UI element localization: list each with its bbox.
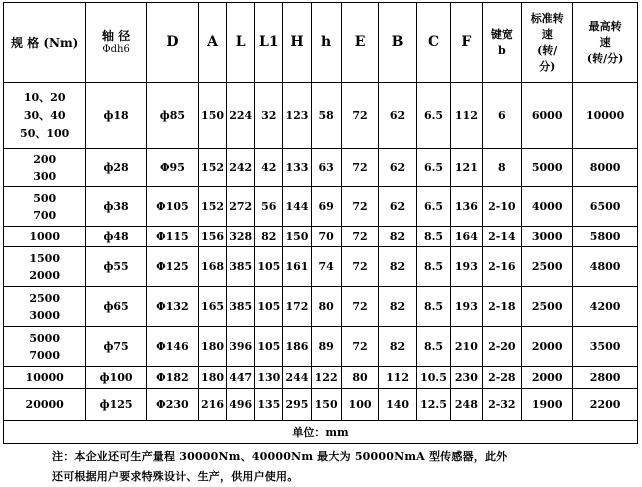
cell-spec	[4, 149, 86, 187]
cell-C: 8.5	[416, 247, 450, 287]
cell-max-speed: 5800	[573, 227, 638, 247]
cell-std-speed: 4000	[522, 187, 573, 227]
cell-E: 72	[341, 149, 379, 187]
cell-L: 242	[227, 149, 255, 187]
unit-label: 单位：mm	[4, 421, 638, 444]
header-max-speed-line3: (转/分)	[586, 51, 624, 65]
spec-table-body	[4, 83, 638, 421]
cell-L1: 130	[255, 367, 283, 389]
cell-C: 6.5	[416, 187, 450, 227]
cell-h: 89	[311, 327, 341, 367]
cell-B: 82	[379, 327, 417, 367]
cell-std-speed: 2500	[522, 287, 573, 327]
cell-shaft-diameter: ф75	[86, 327, 146, 367]
table-row	[4, 187, 638, 227]
cell-std-speed: 6000	[522, 83, 573, 149]
footnote-line1: 注：本企业还可生产量程 30000Nm、40000Nm 最大为 50000NmA 型传感器，此外	[52, 450, 508, 463]
cell-H: 150	[283, 227, 311, 247]
cell-std-speed: 5000	[522, 149, 573, 187]
cell-F: 230	[451, 367, 482, 389]
cell-A: 180	[198, 327, 226, 367]
cell-keyway: 2-20	[482, 327, 522, 367]
cell-B: 62	[379, 83, 417, 149]
header-L1: L1	[255, 3, 283, 83]
cell-h: 74	[311, 247, 341, 287]
header-shaft-diameter	[86, 3, 146, 83]
cell-E: 72	[341, 327, 379, 367]
unit-row	[4, 421, 638, 444]
cell-E: 72	[341, 247, 379, 287]
cell-max-speed: 4800	[573, 247, 638, 287]
spec-table	[3, 2, 638, 444]
cell-keyway: 2-32	[482, 389, 522, 421]
cell-A: 152	[198, 187, 226, 227]
cell-F: 121	[451, 149, 482, 187]
cell-L1: 105	[255, 327, 283, 367]
cell-keyway: 2-28	[482, 367, 522, 389]
cell-L1: 105	[255, 287, 283, 327]
cell-L: 328	[227, 227, 255, 247]
header-A: A	[198, 3, 226, 83]
table-row	[4, 287, 638, 327]
cell-spec-line: 2000	[29, 268, 60, 282]
header-spec: 规 格 (Nm)	[4, 3, 86, 83]
cell-keyway: 6	[482, 83, 522, 149]
header-keyway-line2: b	[497, 43, 506, 57]
cell-h: 63	[311, 149, 341, 187]
cell-spec-line: 300	[33, 169, 57, 183]
cell-L: 385	[227, 247, 255, 287]
header-max-speed	[573, 3, 638, 83]
cell-E: 72	[341, 227, 379, 247]
cell-h: 122	[311, 367, 341, 389]
cell-F: 164	[451, 227, 482, 247]
cell-spec-line: 3000	[29, 308, 60, 322]
cell-spec-line: 10000	[25, 371, 64, 384]
cell-C: 8.5	[416, 327, 450, 367]
cell-std-speed: 2000	[522, 367, 573, 389]
table-row	[4, 247, 638, 287]
cell-shaft-diameter: ф55	[86, 247, 146, 287]
header-std-speed-line2: 速	[541, 27, 553, 41]
cell-H: 161	[283, 247, 311, 287]
cell-spec	[4, 367, 86, 389]
cell-B: 82	[379, 287, 417, 327]
header-H: H	[283, 3, 311, 83]
cell-A: 168	[198, 247, 226, 287]
cell-L1: 82	[255, 227, 283, 247]
cell-L: 272	[227, 187, 255, 227]
cell-keyway: 2-18	[482, 287, 522, 327]
cell-L1: 135	[255, 389, 283, 421]
cell-h: 150	[311, 389, 341, 421]
cell-H: 123	[283, 83, 311, 149]
cell-max-speed: 4200	[573, 287, 638, 327]
cell-D: Φ125	[146, 247, 198, 287]
cell-h: 58	[311, 83, 341, 149]
header-F: F	[451, 3, 482, 83]
cell-spec	[4, 287, 86, 327]
cell-L: 447	[227, 367, 255, 389]
cell-L1: 56	[255, 187, 283, 227]
header-h: h	[311, 3, 341, 83]
cell-h: 70	[311, 227, 341, 247]
cell-H: 295	[283, 389, 311, 421]
table-row	[4, 389, 638, 421]
header-keyway-line1: 键宽	[490, 27, 513, 41]
cell-B: 82	[379, 227, 417, 247]
cell-std-speed: 1900	[522, 389, 573, 421]
cell-C: 10.5	[416, 367, 450, 389]
cell-F: 248	[451, 389, 482, 421]
cell-F: 112	[451, 83, 482, 149]
cell-shaft-diameter: ф38	[86, 187, 146, 227]
cell-std-speed: 3000	[522, 227, 573, 247]
cell-shaft-diameter: ф125	[86, 389, 146, 421]
header-C: C	[416, 3, 450, 83]
cell-std-speed: 2500	[522, 247, 573, 287]
cell-D: ф85	[146, 83, 198, 149]
cell-spec-line: 700	[33, 208, 57, 222]
cell-max-speed: 6500	[573, 187, 638, 227]
cell-E: 72	[341, 187, 379, 227]
cell-F: 136	[451, 187, 482, 227]
cell-C: 8.5	[416, 287, 450, 327]
cell-C: 6.5	[416, 149, 450, 187]
cell-max-speed: 10000	[573, 83, 638, 149]
cell-E: 72	[341, 83, 379, 149]
cell-spec	[4, 327, 86, 367]
cell-H: 244	[283, 367, 311, 389]
cell-A: 165	[198, 287, 226, 327]
cell-H: 133	[283, 149, 311, 187]
cell-max-speed: 3500	[573, 327, 638, 367]
cell-shaft-diameter: ф18	[86, 83, 146, 149]
cell-spec-line: 5000	[29, 331, 60, 345]
cell-H: 144	[283, 187, 311, 227]
header-max-speed-line2: 速	[599, 35, 611, 49]
cell-spec	[4, 227, 86, 247]
cell-spec	[4, 187, 86, 227]
cell-max-speed: 2200	[573, 389, 638, 421]
cell-keyway: 2-10	[482, 187, 522, 227]
cell-D: Φ95	[146, 149, 198, 187]
cell-F: 193	[451, 247, 482, 287]
table-row	[4, 149, 638, 187]
header-shaft-line1: 轴 径	[102, 28, 131, 43]
cell-B: 140	[379, 389, 417, 421]
cell-D: Φ230	[146, 389, 198, 421]
cell-max-speed: 2800	[573, 367, 638, 389]
cell-keyway: 2-16	[482, 247, 522, 287]
cell-A: 216	[198, 389, 226, 421]
cell-spec	[4, 83, 86, 149]
cell-L: 224	[227, 83, 255, 149]
cell-spec-line: 7000	[29, 348, 60, 362]
cell-A: 150	[198, 83, 226, 149]
table-row	[4, 327, 638, 367]
footnote-line2: 还可根据用户要求特殊设计、生产，供用户使用。	[52, 470, 299, 483]
cell-B: 62	[379, 187, 417, 227]
cell-L1: 105	[255, 247, 283, 287]
cell-A: 152	[198, 149, 226, 187]
cell-spec-line: 50、100	[20, 126, 70, 140]
cell-C: 6.5	[416, 83, 450, 149]
cell-B: 62	[379, 149, 417, 187]
cell-max-speed: 8000	[573, 149, 638, 187]
cell-D: Φ105	[146, 187, 198, 227]
cell-E: 72	[341, 287, 379, 327]
header-max-speed-line1: 最高转	[588, 19, 622, 33]
cell-keyway: 2-14	[482, 227, 522, 247]
cell-F: 193	[451, 287, 482, 327]
cell-A: 180	[198, 367, 226, 389]
cell-shaft-diameter: ф28	[86, 149, 146, 187]
cell-h: 80	[311, 287, 341, 327]
cell-D: Φ115	[146, 227, 198, 247]
cell-D: Φ182	[146, 367, 198, 389]
header-std-speed-line3: (转/	[537, 43, 558, 57]
cell-L: 396	[227, 327, 255, 367]
header-E: E	[341, 3, 379, 83]
header-std-speed-line1: 标准转	[530, 11, 564, 25]
cell-shaft-diameter: ф65	[86, 287, 146, 327]
cell-shaft-diameter: ф100	[86, 367, 146, 389]
cell-B: 82	[379, 247, 417, 287]
cell-spec-line: 30、40	[23, 108, 66, 122]
table-row	[4, 367, 638, 389]
header-shaft-line2: Φdh6	[102, 43, 130, 55]
header-row	[4, 3, 638, 83]
cell-spec-line: 200	[33, 152, 57, 166]
cell-D: Φ132	[146, 287, 198, 327]
cell-spec-line: 1500	[29, 251, 60, 265]
cell-L: 496	[227, 389, 255, 421]
cell-shaft-diameter: ф48	[86, 227, 146, 247]
cell-H: 186	[283, 327, 311, 367]
header-std-speed	[522, 3, 573, 83]
header-B: B	[379, 3, 417, 83]
cell-D: Φ146	[146, 327, 198, 367]
cell-spec-line: 1000	[29, 230, 60, 243]
footnote	[52, 447, 612, 487]
header-D: D	[146, 3, 198, 83]
cell-C: 8.5	[416, 227, 450, 247]
table-row	[4, 83, 638, 149]
header-keyway	[482, 3, 522, 83]
cell-E: 100	[341, 389, 379, 421]
cell-keyway: 8	[482, 149, 522, 187]
cell-spec-line: 500	[33, 191, 57, 205]
cell-L1: 42	[255, 149, 283, 187]
cell-A: 156	[198, 227, 226, 247]
table-row	[4, 227, 638, 247]
header-std-speed-line4: 分)	[539, 59, 556, 73]
cell-h: 69	[311, 187, 341, 227]
cell-H: 172	[283, 287, 311, 327]
cell-C: 12.5	[416, 389, 450, 421]
cell-std-speed: 2000	[522, 327, 573, 367]
cell-F: 210	[451, 327, 482, 367]
cell-spec-line: 20000	[25, 398, 64, 411]
cell-L1: 32	[255, 83, 283, 149]
cell-L: 385	[227, 287, 255, 327]
cell-E: 80	[341, 367, 379, 389]
cell-spec-line: 2500	[29, 291, 60, 305]
cell-B: 112	[379, 367, 417, 389]
cell-spec	[4, 389, 86, 421]
header-L: L	[227, 3, 255, 83]
cell-spec-line: 10、20	[23, 90, 66, 104]
cell-spec	[4, 247, 86, 287]
